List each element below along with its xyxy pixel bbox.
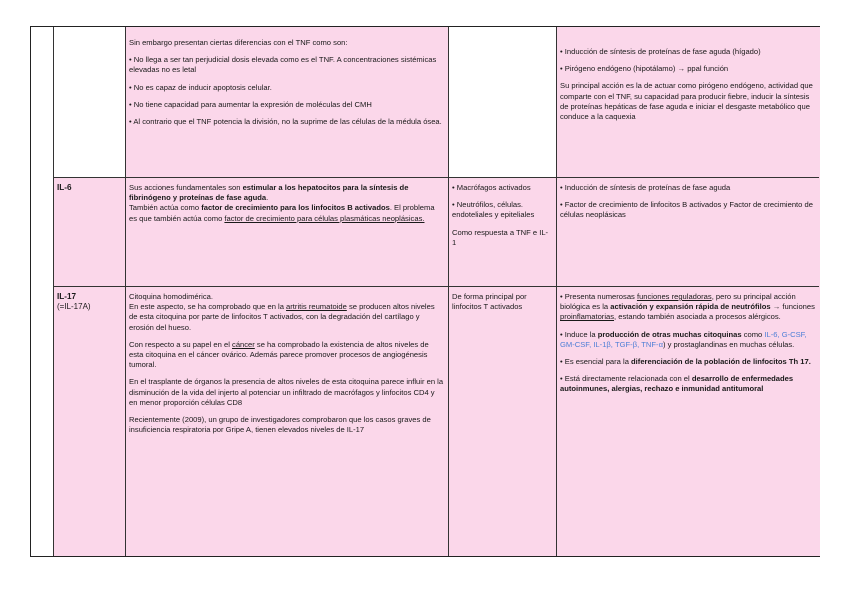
row2-function-cell xyxy=(556,177,820,286)
cytokine-name-il6: IL-6 xyxy=(57,183,72,192)
row2-source-3: Como respuesta a TNF e IL-1 xyxy=(452,227,549,247)
row1-bullet-4: • Al contrario que el TNF potencia la división, no la suprime de las células de la médula ósea. xyxy=(129,117,442,127)
row1-function-cell xyxy=(556,27,820,177)
row3-function-4: • Está directamente relacionada con el desarrollo de enfermedades autoinmunes, alergias, rechazo e inmunidad antitumoral xyxy=(560,374,794,394)
row1-description-cell xyxy=(125,27,448,177)
cytokine-alias-il17a: (=IL-17A) xyxy=(57,302,91,312)
row1-bullet-1: • No llega a ser tan perjudicial dosis elevada como es el TNF. A concentraciones sistémicas elevadas no es letal xyxy=(129,55,437,75)
row3-label-cell xyxy=(53,286,125,556)
row2-label-cell xyxy=(53,177,125,286)
row3-source: De forma principal por linfocitos T activados xyxy=(452,292,527,312)
row3-function-2: • Induce la producción de otras muchas citoquinas como IL-6, G-CSF, GM-CSF, IL-1β, TGF-β, TNF-α) y prostaglandinas en muchas células. xyxy=(560,329,807,349)
row1-function-2: • Pirógeno endógeno (hipotálamo) → ppal función xyxy=(560,64,729,74)
cytokine-table xyxy=(30,26,820,557)
row3-para-2: Con respecto a su papel en el cáncer se ha comprobado la existencia de altos niveles de esta citoquina en el cáncer ovárico. Además parece promover procesos de angiogénesis tumoral. xyxy=(129,339,429,370)
row3-para-3: En el trasplante de órganos la presencia de altos niveles de esta citoquina parece influir en la disminución de la vida del injerto al potenciar un infiltrado de macrófagos y linfocitos CD4 y en menor proporción células CD8 xyxy=(129,377,444,407)
row1-intro: Sin embargo presentan ciertas diferencias con el TNF como son: xyxy=(129,38,348,47)
row1-function-1: • Inducción de síntesis de proteínas de fase aguda (hígado) xyxy=(560,47,761,56)
row2-description-cell xyxy=(125,177,448,286)
row3-para-1: Citoquina homodimérica. En este aspecto, se ha comprobado que en la artritis reumatoide se producen altos niveles de esta citoquina por parte de linfocitos T activados, con la degradación del cartílago y erosión del hueso. xyxy=(129,292,435,332)
row2-para-2: También actúa como factor de crecimiento para los linfocitos B activados. El problema es que también actúa como factor de crecimiento para células plasmáticas neoplásicas. xyxy=(129,203,435,223)
row1-function-para: Su principal acción es la de actuar como pirógeno endógeno, actividad que comparte con el TNF, su capacidad para producir fiebre, inducir la síntesis de proteínas hepáticas de fase aguda e iniciar el desgaste metabólico que conduce a la caquexia xyxy=(560,81,813,122)
row2-function-2: • Factor de crecimiento de linfocitos B activados y Factor de crecimiento de células neoplásicas xyxy=(560,200,813,220)
row2-para-1: Sus acciones fundamentales son estimular a los hepatocitos para la síntesis de fibrinógeno y proteínas de fase aguda. xyxy=(129,183,409,203)
row2-source-2: • Neutrófilos, células. endoteliales y epiteliales xyxy=(452,200,535,220)
row2-source-cell xyxy=(448,177,556,286)
cytokine-name-il17: IL-17 xyxy=(57,292,77,301)
row2-function-1: • Inducción de síntesis de proteínas de fase aguda xyxy=(560,183,731,192)
row3-source-cell xyxy=(448,286,556,556)
row1-bullet-2: • No es capaz de inducir apoptosis celular. xyxy=(129,82,272,92)
row3-function-3: • Es esencial para la diferenciación de la población de linfocitos Th 17. xyxy=(560,357,811,367)
row2-source-1: • Macrófagos activados xyxy=(452,183,531,192)
row3-description-cell xyxy=(125,286,448,556)
row3-function-1: • Presenta numerosas funciones reguladoras, pero su principal acción biológica es la activación y expansión rápida de neutrófilos → funciones proinflamatorias, estando también asociada a procesos alérgicos. xyxy=(560,292,815,322)
row3-function-cell xyxy=(556,286,820,556)
row3-para-4: Recientemente (2009), un grupo de investigadores comprobaron que los casos graves de insuficiencia respiratoria por Gripe A, tienen elevados niveles de IL-17 xyxy=(129,415,431,435)
row1-bullet-3: • No tiene capacidad para aumentar la expresión de moléculas del CMH xyxy=(129,99,372,109)
